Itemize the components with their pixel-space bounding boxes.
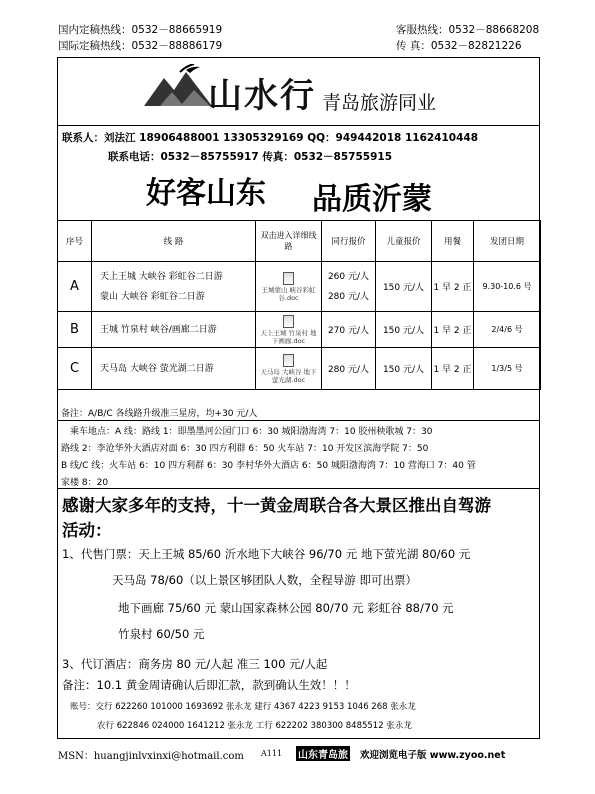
row-meal: 1 早 2 正 bbox=[432, 312, 474, 348]
promo-tickets-1: 1、代售门票：天上王城 85/60 沂水地下大峡谷 96/70 元 地下萤光湖 80/60 元 bbox=[62, 547, 471, 561]
contact-line-2: 联系电话：0532－85755917 传真：0532－85755915 bbox=[108, 151, 392, 163]
word-doc-icon bbox=[283, 354, 294, 367]
divider bbox=[57, 125, 540, 126]
brand-subtitle: 青岛旅游同业 bbox=[322, 92, 437, 114]
footer-site-brand: 山东青岛旅 bbox=[296, 746, 350, 761]
row-no: B bbox=[58, 312, 92, 348]
promo-tickets-4: 竹泉村 60/50 元 bbox=[118, 627, 205, 641]
mountain-logo-icon bbox=[142, 64, 214, 110]
word-doc-icon bbox=[283, 315, 294, 328]
table-row bbox=[58, 262, 541, 312]
pickup-route-2: 路线 2：李沧华外大酒店对面 6：30 四方利群 6：50 火车站 7：10 开发区滨海学院 7：50 bbox=[61, 444, 429, 454]
pickup-bc-line-2: 家楼 8：20 bbox=[61, 478, 109, 488]
row-dates: 9.30-10.6 号 bbox=[474, 262, 541, 312]
promo-title-1: 感谢大家多年的支持，十一黄金周联合各大景区推出自驾游 bbox=[62, 496, 491, 515]
row-routes bbox=[92, 262, 256, 312]
doc-filename: 王城蒙山 峡谷彩虹谷.doc bbox=[261, 285, 316, 302]
header-dates: 发团日期 bbox=[474, 221, 541, 262]
header-detail-text: 双击进入详细线路 bbox=[260, 231, 317, 251]
route-line: 蒙山 大峡谷 彩虹谷二日游 bbox=[100, 291, 205, 302]
row-meal: 1 早 2 正 bbox=[432, 348, 474, 390]
header-route: 线 路 bbox=[92, 221, 256, 262]
footer-page-number: A111 bbox=[261, 749, 283, 758]
row-routes bbox=[92, 312, 256, 348]
header-meal: 用餐 bbox=[432, 221, 474, 262]
fax-line: 传 真：0532－82821226 bbox=[396, 40, 522, 52]
pickup-route-1: 乘车地点：A 线：路线 1：即墨墨河公园门口 6：30 城阳渤海湾 7：10 胶州秧歌城 7：30 bbox=[70, 427, 433, 437]
table-header-row bbox=[58, 221, 541, 262]
row-dates: 1/3/5 号 bbox=[474, 348, 541, 390]
footer-msn: MSN：huangjinlvxinxi@hotmail.com bbox=[58, 751, 244, 762]
tours-table bbox=[57, 220, 541, 390]
row-price: 270 元/人 bbox=[322, 312, 376, 348]
header-detail bbox=[256, 221, 322, 262]
row-dates: 2/4/6 号 bbox=[474, 312, 541, 348]
route-line: 天马岛 大峡谷 萤光湖二日游 bbox=[100, 363, 214, 374]
row-no: A bbox=[58, 262, 92, 312]
row-doc[interactable] bbox=[256, 262, 322, 312]
row-no: C bbox=[58, 348, 92, 390]
route-line: 天上王城 大峡谷 彩虹谷二日游 bbox=[100, 271, 223, 282]
slogan-left: 好客山东 bbox=[146, 176, 266, 211]
promo-title-2: 活动： bbox=[62, 521, 112, 540]
doc-filename: 天上王城 竹泉村 地下画廊.doc bbox=[260, 328, 317, 345]
row-child: 150 元/人 bbox=[376, 262, 432, 312]
row-price: 280 元/人 bbox=[322, 348, 376, 390]
row-doc[interactable] bbox=[256, 348, 322, 390]
route-line: 王城 竹泉村 峡谷/画廊二日游 bbox=[100, 324, 217, 335]
bank-account-2: 农行 622846 024000 1641212 张永龙 工行 622202 380300 8485512 张永龙 bbox=[97, 721, 412, 731]
promo-hotel: 3、代订酒店：商务房 80 元/人起 准三 100 元/人起 bbox=[62, 657, 328, 671]
domestic-hotline: 国内定稿热线：0532－88665919 bbox=[58, 24, 223, 36]
table-row bbox=[58, 312, 541, 348]
header-no: 序号 bbox=[58, 221, 92, 262]
header-child: 儿童报价 bbox=[376, 221, 432, 262]
pickup-bc-line: B 线/C 线：火车站 6：10 四方利群 6：30 李村华外大酒店 6：50 城阳渤海湾 7：10 营海口 7：40 管 bbox=[61, 461, 476, 471]
doc-filename: 天马岛 大峡谷 地下萤光湖.doc bbox=[260, 367, 317, 384]
divider bbox=[57, 488, 540, 489]
promo-tickets-3: 地下画廊 75/60 元 蒙山国家森林公园 80/70 元 彩虹谷 88/70 元 bbox=[118, 601, 454, 615]
row-meal: 1 早 2 正 bbox=[432, 262, 474, 312]
row-doc[interactable] bbox=[256, 312, 322, 348]
brand-logo-text: 山水行 bbox=[208, 76, 316, 116]
row-child: 150 元/人 bbox=[376, 348, 432, 390]
header-price: 同行报价 bbox=[322, 221, 376, 262]
service-hotline: 客服热线：0532－88668208 bbox=[396, 24, 540, 36]
footer-site-text[interactable]: 欢迎浏览电子版 www.zyoo.net bbox=[360, 750, 506, 761]
notes-remark: 备注：A/B/C 各线路升级准三星房，均+30 元/人 bbox=[61, 409, 258, 419]
row-child: 150 元/人 bbox=[376, 312, 432, 348]
row-routes bbox=[92, 348, 256, 390]
doc-attachment[interactable] bbox=[258, 271, 320, 302]
contact-line-1: 联系人：刘法江 18906488001 13305329169 QQ：949442018 1162410448 bbox=[62, 132, 479, 144]
table-row bbox=[58, 348, 541, 390]
promo-tickets-2: 天马岛 78/60（以上景区够团队人数，全程导游 即可出票） bbox=[112, 573, 417, 587]
divider bbox=[57, 420, 540, 421]
price-line: 260 元/人 bbox=[327, 271, 370, 282]
word-doc-icon bbox=[283, 272, 294, 285]
doc-attachment[interactable] bbox=[258, 314, 320, 345]
doc-attachment[interactable] bbox=[258, 353, 320, 384]
price-line: 280 元/人 bbox=[327, 291, 370, 302]
promo-remark: 备注：10.1 黄金周请确认后即汇款，款到确认生效！！！ bbox=[62, 678, 356, 692]
slogan-right: 品质沂蒙 bbox=[312, 182, 432, 217]
row-price bbox=[322, 262, 376, 312]
bank-account-1: 账号：交行 622260 101000 1693692 张永龙 建行 4367 4223 9153 1046 268 张永龙 bbox=[70, 702, 416, 712]
intl-hotline: 国际定稿热线：0532－88886179 bbox=[58, 40, 223, 52]
